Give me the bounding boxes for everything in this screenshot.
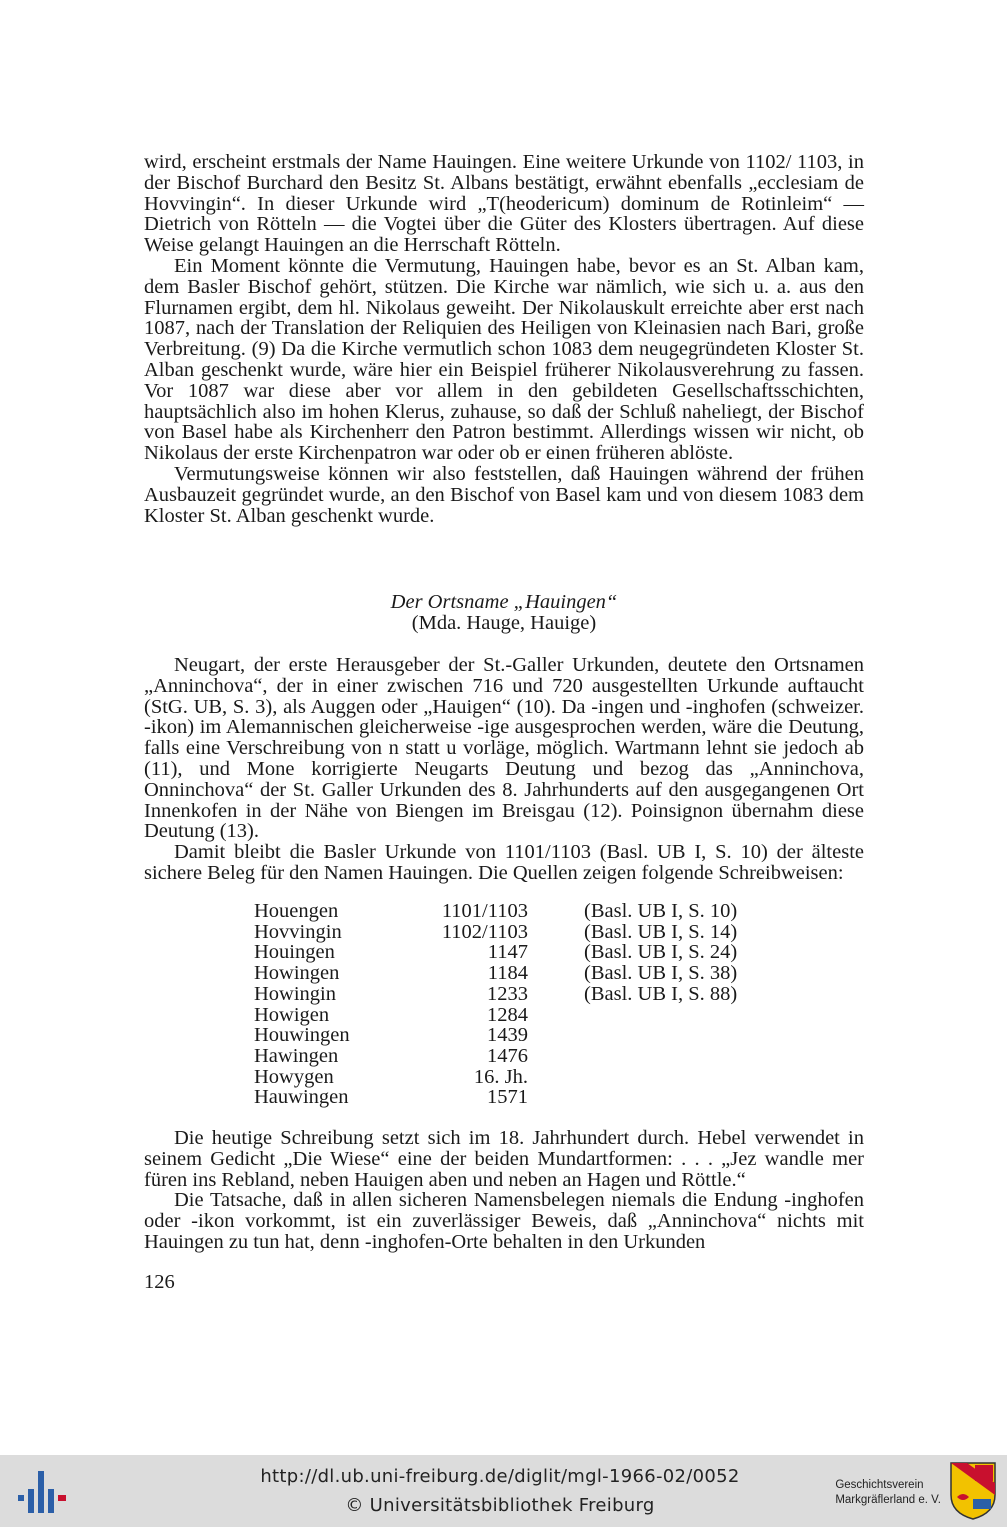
body-text-bottom [144,1128,864,1253]
paragraph: Vermutungsweise können wir also feststellen, daß Hauingen während der frühen Ausbauzeit gegründet wurde, an den Bischof von Basel kam und von diesem 1083 dem Kloster St. Alban geschenkt wurde. [144,462,864,527]
table-row: Howigen 1284 [254,1003,528,1026]
body-text-top [144,152,864,526]
coat-of-arms-icon [949,1461,997,1521]
table-row: Hovvingin 1102/1103 (Basl. UB I, S. 14) [254,920,738,943]
paragraph: Damit bleibt die Basler Urkunde von 1101/1103 (Basl. UB I, S. 10) der älteste sichere Beleg für den Namen Hauingen. Die Quellen zeigen folgende Schreibweisen: [144,841,864,884]
paragraph: Neugart, der erste Herausgeber der St.-Galler Urkunden, deutete den Ortsnamen „Anninchova“, der in einer zwischen 716 und 720 ausgestellten Urkunde auftaucht (StG. UB, S. 3), als Auggen oder „Hauigen“ (10). Da -ingen und -inghofen (schweizer. -ikon) im Alemannischen gleicherweise -ige ausgesprochen werden, wäre die Deutung, falls eine Verschreibung von n statt u vorläge, möglich. Wartmann lehnt sie jedoch ab (11), und Mone korrigierte Neugarts Deutung und bezog das „Anninchova, Onninchova“ der St. Galler Urkunden des 8. Jahrhunderts auf den ausgegangenen Ort Innenkofen in der Nähe von Biengen im Breisgau (12). Poinsignon übernahm diese Deutung (13). [144,654,864,843]
table-row: Houwingen 1439 [254,1024,528,1047]
copyright-text: © Universitätsbibliothek Freiburg [345,1495,655,1516]
table-row: Houengen 1101/1103 (Basl. UB I, S. 10) [254,900,738,922]
section-heading [144,592,864,634]
footer-bar [0,1455,1007,1527]
paragraph: wird, erscheint erstmals der Name Hauingen. Eine weitere Urkunde von 1102/ 1103, in der Bischof Burchard den Besitz St. Albans bestätigt, erwähnt ebenfalls „ecclesiam de Hovvingin“. In dieser Urkunde wird „T(heodericum) dominum de Rotinleim“ — Dietrich von Rötteln — die Vogtei über die Güter des Klosters übertragen. Auf diese Weise gelangt Hauingen an die Herrschaft Rötteln. [144,151,864,257]
paragraph: Die Tatsache, daß in allen sicheren Namensbelegen niemals die Endung -inghofen oder -ikon vorkommt, ist ein zuverlässiger Beweis, daß „Anninchova“ nichts mit Hauingen zu tun hat, denn -inghofen-Orte behalten in den Urkunden [144,1189,864,1253]
table-row: Hawingen 1476 [254,1044,528,1067]
table-row: Howygen 16. Jh. [254,1065,528,1088]
table-row: Hauwingen 1571 [254,1086,528,1109]
section-title: Der Ortsname „Hauingen“ [390,591,618,613]
society-name: Geschichtsverein Markgräflerland e. V. [835,1479,941,1506]
table-row: Houingen 1147 (Basl. UB I, S. 24) [254,941,738,964]
page-number: 126 [144,1271,175,1293]
paragraph: Die heutige Schreibung setzt sich im 18. Jahrhundert durch. Hebel verwendet in seinem Gedicht „Die Wiese“ eine der beiden Mundartformen: . . . „Jez wandle mer füren ins Rebland, neben Hauigen aben und neben an Hagen und Röttle.“ [144,1127,864,1191]
body-text-mid [144,655,864,884]
section-subtitle: (Mda. Hauge, Hauige) [411,612,597,634]
table-row: Howingen 1184 (Basl. UB I, S. 38) [254,962,738,985]
table-row: Howingin 1233 (Basl. UB I, S. 88) [254,982,738,1005]
library-logo-icon[interactable] [16,1469,66,1515]
document-url-link[interactable]: http://dl.ub.uni-freiburg.de/diglit/mgl-1966-02/0052 [260,1466,740,1487]
spellings-table [254,901,737,1108]
paragraph: Ein Moment könnte die Vermutung, Hauingen habe, bevor es an St. Alban kam, dem Basler Bischof gehört, stützen. Die Kirche war nämlich, wie sich u. a. aus den Flurnamen ergibt, dem hl. Nikolaus geweiht. Der Nikolauskult erreichte aber erst nach 1087, nach der Translation der Reliquien des Heiligen von Kleinasien nach Bari, große Verbreitung. (9) Da die Kirche vermutlich schon 1083 dem neugegründeten Kloster St. Alban geschenkt wurde, wäre hier ein Beispiel früherer Nikolausverehrung zu fassen. Vor 1087 war diese aber vor allem in den gebildeten Gesellschaftsschichten, hauptsächlich also im hohen Klerus, zuhause, so daß der Schluß naheliegt, der Bischof von Basel habe als Kirchenherr den Patron bestimmt. Allerdings wissen wir nicht, ob Nikolaus der erste Kirchenpatron war oder ob er einen früheren ablöste. [144,254,864,465]
